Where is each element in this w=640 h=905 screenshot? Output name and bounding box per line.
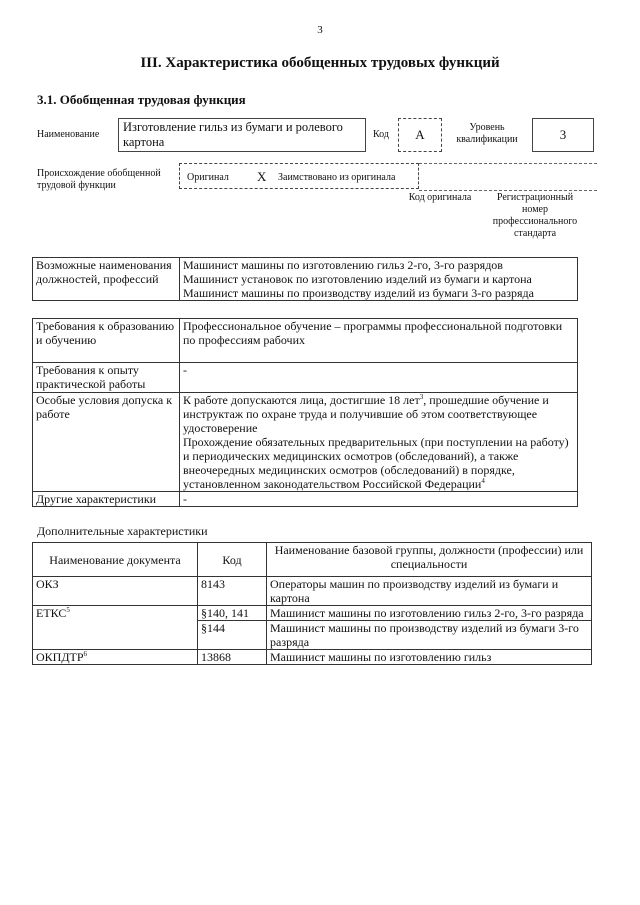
section-title: III. Характеристика обобщенных трудовых функций: [140, 55, 500, 71]
doc-name: ОКЗ: [36, 577, 59, 591]
name-cell: Машинист машины по изготовлению гильз: [267, 650, 592, 665]
req-text: , прошедшие обучение и инструктаж по охране труда и получившие об этом соответствующее удостоверение: [183, 393, 549, 435]
positions-label: Возможные наименования должностей, профессий: [33, 258, 180, 301]
code-cell: §144: [198, 621, 267, 650]
position-item: Машинист установок по изготовлению изделий из бумаги и картона: [183, 272, 532, 286]
footnote-ref: 4: [481, 477, 485, 485]
req-value: [180, 393, 578, 492]
origin-code-cells: [419, 163, 597, 191]
col-header: Код: [198, 543, 267, 577]
reg-number-label: Регистрационный номер профессионального стандарта: [492, 192, 578, 239]
name-cell: Операторы машин по производству изделий из бумаги и картона: [267, 577, 592, 606]
footnote-ref: 5: [66, 606, 70, 614]
code-value: А: [398, 118, 442, 152]
position-item: Машинист машины по производству изделий из бумаги 3-го разряда: [183, 286, 534, 300]
doc-name: ЕТКС: [36, 606, 67, 620]
level-label: Уровень квалификации: [456, 122, 518, 145]
additional-title: Дополнительные характеристики: [37, 524, 208, 538]
name-cell: Машинист машины по изготовлению гильз 2-го, 3-го разряда: [267, 606, 592, 621]
original-label: Оригинал: [187, 172, 229, 183]
col-header: Наименование документа: [33, 543, 198, 577]
req-value: -: [180, 363, 578, 393]
req-label: Требования к опыту практической работы: [33, 363, 180, 393]
name-cell: Машинист машины по производству изделий из бумаги 3-го разряда: [267, 621, 592, 650]
positions-table: [32, 257, 578, 301]
requirements-table: [32, 318, 578, 507]
code-cell: 13868: [198, 650, 267, 665]
page-number: 3: [317, 24, 323, 36]
req-text: Прохождение обязательных предварительных (при поступлении на работу) и периодических медицинских осмотров (обследований), а также внеочередных медицинских осмотров (обследований) в порядке, установленном законодательством Российской Федерации: [183, 435, 569, 491]
level-value: 3: [532, 118, 594, 152]
req-label: Другие характеристики: [33, 492, 180, 507]
req-value: -: [180, 492, 578, 507]
positions-list: [180, 258, 578, 301]
req-value: Профессиональное обучение – программы профессиональной подготовки по профессиям рабочих: [180, 319, 578, 363]
code-label: Код: [373, 129, 389, 140]
req-label: Требования к образованию и обучению: [33, 319, 180, 363]
req-label: Особые условия допуска к работе: [33, 393, 180, 492]
original-code-label: Код оригинала: [408, 192, 472, 203]
name-value: Изготовление гильз из бумаги и ролевого картона: [118, 118, 366, 152]
position-item: Машинист машины по изготовлению гильз 2-го, 3-го разрядов: [183, 258, 503, 272]
doc-cell: [33, 606, 198, 650]
subsection-title: 3.1. Обобщенная трудовая функция: [37, 92, 246, 107]
req-text: К работе допускаются лица, достигшие 18 лет: [183, 393, 420, 407]
footnote-ref: 6: [83, 650, 88, 658]
doc-cell: [33, 577, 198, 606]
code-cell: §140, 141: [198, 606, 267, 621]
footnote-ref: 3: [419, 393, 424, 401]
original-checkbox-mark: X: [257, 169, 267, 184]
doc-name: ОКПДТР: [36, 650, 84, 664]
origin-label: Происхождение обобщенной трудовой функции: [37, 168, 161, 191]
code-cell: 8143: [198, 577, 267, 606]
doc-cell: [33, 650, 198, 665]
col-header: Наименование базовой группы, должности (профессии) или специальности: [267, 543, 592, 577]
borrowed-label: Заимствовано из оригинала: [278, 172, 396, 183]
additional-table: [32, 542, 592, 665]
name-label: Наименование: [37, 129, 100, 140]
